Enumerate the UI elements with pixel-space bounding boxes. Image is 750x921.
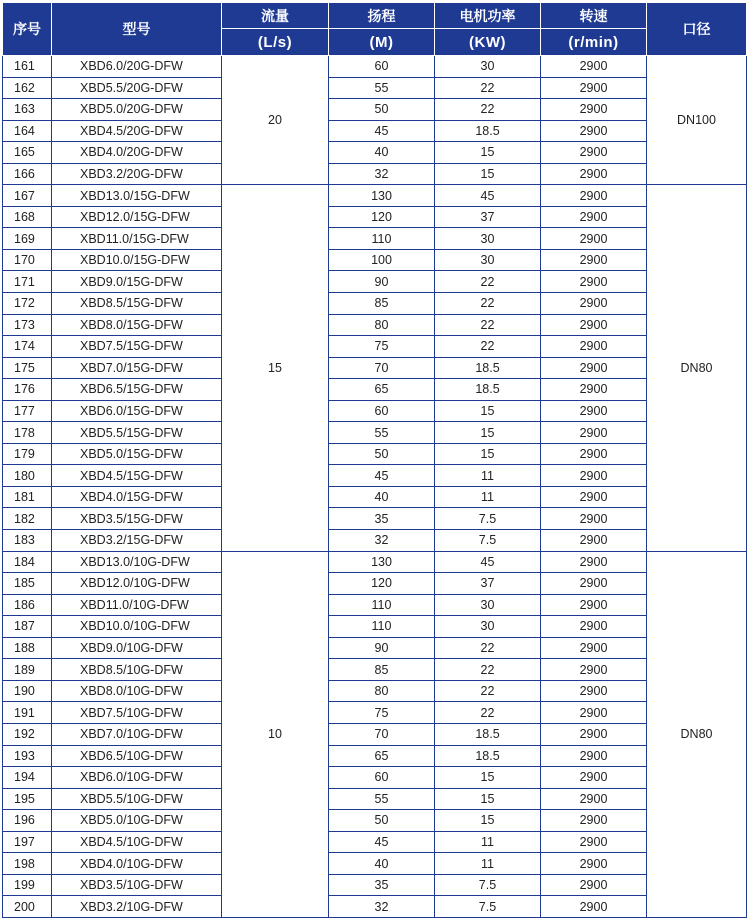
cell-seq: 180 bbox=[3, 465, 52, 487]
cell-speed: 2900 bbox=[541, 573, 647, 595]
cell-seq: 175 bbox=[3, 357, 52, 379]
table-row bbox=[3, 702, 747, 724]
table-row bbox=[3, 896, 747, 918]
cell-flow: 20 bbox=[222, 56, 329, 185]
cell-speed: 2900 bbox=[541, 206, 647, 228]
header-speed-unit: (r/min) bbox=[541, 29, 647, 56]
cell-seq: 181 bbox=[3, 486, 52, 508]
cell-speed: 2900 bbox=[541, 271, 647, 293]
cell-head: 60 bbox=[329, 767, 435, 789]
table-row bbox=[3, 508, 747, 530]
table-row bbox=[3, 680, 747, 702]
cell-model: XBD4.0/15G-DFW bbox=[52, 486, 222, 508]
cell-seq: 171 bbox=[3, 271, 52, 293]
table-row bbox=[3, 810, 747, 832]
cell-power: 22 bbox=[435, 637, 541, 659]
cell-power: 15 bbox=[435, 810, 541, 832]
cell-seq: 179 bbox=[3, 443, 52, 465]
cell-model: XBD8.0/15G-DFW bbox=[52, 314, 222, 336]
cell-head: 32 bbox=[329, 896, 435, 918]
cell-head: 40 bbox=[329, 142, 435, 164]
cell-seq: 168 bbox=[3, 206, 52, 228]
cell-head: 75 bbox=[329, 702, 435, 724]
table-row bbox=[3, 99, 747, 121]
cell-seq: 186 bbox=[3, 594, 52, 616]
cell-seq: 174 bbox=[3, 336, 52, 358]
cell-head: 120 bbox=[329, 573, 435, 595]
cell-seq: 190 bbox=[3, 680, 52, 702]
cell-model: XBD4.5/10G-DFW bbox=[52, 831, 222, 853]
cell-speed: 2900 bbox=[541, 896, 647, 918]
cell-model: XBD7.0/10G-DFW bbox=[52, 723, 222, 745]
cell-seq: 162 bbox=[3, 77, 52, 99]
cell-head: 130 bbox=[329, 551, 435, 573]
cell-speed: 2900 bbox=[541, 422, 647, 444]
cell-model: XBD8.0/10G-DFW bbox=[52, 680, 222, 702]
cell-power: 45 bbox=[435, 551, 541, 573]
cell-speed: 2900 bbox=[541, 99, 647, 121]
cell-model: XBD5.5/15G-DFW bbox=[52, 422, 222, 444]
cell-head: 35 bbox=[329, 874, 435, 896]
cell-model: XBD10.0/10G-DFW bbox=[52, 616, 222, 638]
cell-head: 50 bbox=[329, 99, 435, 121]
cell-speed: 2900 bbox=[541, 810, 647, 832]
cell-model: XBD9.0/10G-DFW bbox=[52, 637, 222, 659]
cell-seq: 183 bbox=[3, 530, 52, 552]
cell-power: 30 bbox=[435, 594, 541, 616]
cell-head: 130 bbox=[329, 185, 435, 207]
cell-model: XBD3.2/10G-DFW bbox=[52, 896, 222, 918]
cell-head: 50 bbox=[329, 810, 435, 832]
cell-head: 32 bbox=[329, 530, 435, 552]
cell-power: 7.5 bbox=[435, 508, 541, 530]
cell-head: 45 bbox=[329, 831, 435, 853]
header-flow-unit: (L/s) bbox=[222, 29, 329, 56]
header-head: 扬程 bbox=[329, 3, 435, 29]
cell-model: XBD8.5/10G-DFW bbox=[52, 659, 222, 681]
cell-head: 85 bbox=[329, 293, 435, 315]
cell-seq: 191 bbox=[3, 702, 52, 724]
cell-seq: 194 bbox=[3, 767, 52, 789]
cell-speed: 2900 bbox=[541, 379, 647, 401]
cell-model: XBD7.5/15G-DFW bbox=[52, 336, 222, 358]
table-row bbox=[3, 465, 747, 487]
cell-head: 32 bbox=[329, 163, 435, 185]
cell-power: 15 bbox=[435, 422, 541, 444]
table-header bbox=[3, 3, 747, 56]
cell-speed: 2900 bbox=[541, 486, 647, 508]
cell-power: 7.5 bbox=[435, 874, 541, 896]
cell-speed: 2900 bbox=[541, 142, 647, 164]
cell-model: XBD11.0/15G-DFW bbox=[52, 228, 222, 250]
cell-seq: 189 bbox=[3, 659, 52, 681]
cell-power: 22 bbox=[435, 702, 541, 724]
cell-head: 70 bbox=[329, 723, 435, 745]
header-diameter: 口径 bbox=[647, 3, 747, 56]
cell-head: 40 bbox=[329, 486, 435, 508]
cell-seq: 166 bbox=[3, 163, 52, 185]
cell-model: XBD6.0/15G-DFW bbox=[52, 400, 222, 422]
cell-power: 22 bbox=[435, 271, 541, 293]
cell-power: 18.5 bbox=[435, 379, 541, 401]
cell-head: 110 bbox=[329, 594, 435, 616]
cell-head: 45 bbox=[329, 120, 435, 142]
cell-seq: 197 bbox=[3, 831, 52, 853]
cell-power: 37 bbox=[435, 206, 541, 228]
cell-model: XBD5.0/10G-DFW bbox=[52, 810, 222, 832]
table-row bbox=[3, 637, 747, 659]
cell-head: 90 bbox=[329, 637, 435, 659]
cell-speed: 2900 bbox=[541, 767, 647, 789]
table-row bbox=[3, 745, 747, 767]
cell-model: XBD6.5/10G-DFW bbox=[52, 745, 222, 767]
cell-model: XBD12.0/15G-DFW bbox=[52, 206, 222, 228]
cell-power: 11 bbox=[435, 831, 541, 853]
cell-model: XBD9.0/15G-DFW bbox=[52, 271, 222, 293]
header-power: 电机功率 bbox=[435, 3, 541, 29]
cell-power: 15 bbox=[435, 767, 541, 789]
cell-head: 40 bbox=[329, 853, 435, 875]
cell-speed: 2900 bbox=[541, 163, 647, 185]
header-speed: 转速 bbox=[541, 3, 647, 29]
cell-power: 22 bbox=[435, 336, 541, 358]
table-row bbox=[3, 77, 747, 99]
cell-speed: 2900 bbox=[541, 853, 647, 875]
cell-power: 7.5 bbox=[435, 530, 541, 552]
cell-speed: 2900 bbox=[541, 680, 647, 702]
cell-model: XBD3.2/15G-DFW bbox=[52, 530, 222, 552]
cell-seq: 187 bbox=[3, 616, 52, 638]
cell-power: 22 bbox=[435, 77, 541, 99]
table-row bbox=[3, 120, 747, 142]
table-row bbox=[3, 293, 747, 315]
cell-model: XBD13.0/10G-DFW bbox=[52, 551, 222, 573]
cell-power: 11 bbox=[435, 853, 541, 875]
cell-head: 50 bbox=[329, 443, 435, 465]
cell-speed: 2900 bbox=[541, 745, 647, 767]
table-row bbox=[3, 163, 747, 185]
cell-model: XBD5.5/10G-DFW bbox=[52, 788, 222, 810]
cell-model: XBD3.5/15G-DFW bbox=[52, 508, 222, 530]
table-row bbox=[3, 249, 747, 271]
cell-seq: 173 bbox=[3, 314, 52, 336]
cell-speed: 2900 bbox=[541, 508, 647, 530]
table-row bbox=[3, 336, 747, 358]
cell-flow: 15 bbox=[222, 185, 329, 551]
cell-seq: 188 bbox=[3, 637, 52, 659]
table-row bbox=[3, 659, 747, 681]
cell-model: XBD8.5/15G-DFW bbox=[52, 293, 222, 315]
table-row bbox=[3, 185, 747, 207]
cell-speed: 2900 bbox=[541, 465, 647, 487]
cell-head: 45 bbox=[329, 465, 435, 487]
cell-seq: 170 bbox=[3, 249, 52, 271]
cell-power: 22 bbox=[435, 680, 541, 702]
cell-head: 65 bbox=[329, 745, 435, 767]
cell-model: XBD11.0/10G-DFW bbox=[52, 594, 222, 616]
cell-power: 30 bbox=[435, 616, 541, 638]
cell-head: 60 bbox=[329, 56, 435, 78]
cell-speed: 2900 bbox=[541, 723, 647, 745]
cell-speed: 2900 bbox=[541, 120, 647, 142]
cell-seq: 161 bbox=[3, 56, 52, 78]
cell-speed: 2900 bbox=[541, 831, 647, 853]
cell-diameter: DN100 bbox=[647, 56, 747, 185]
cell-head: 90 bbox=[329, 271, 435, 293]
cell-seq: 176 bbox=[3, 379, 52, 401]
cell-model: XBD3.2/20G-DFW bbox=[52, 163, 222, 185]
cell-speed: 2900 bbox=[541, 616, 647, 638]
cell-power: 45 bbox=[435, 185, 541, 207]
cell-model: XBD5.0/15G-DFW bbox=[52, 443, 222, 465]
cell-seq: 163 bbox=[3, 99, 52, 121]
cell-power: 7.5 bbox=[435, 896, 541, 918]
cell-power: 37 bbox=[435, 573, 541, 595]
cell-speed: 2900 bbox=[541, 702, 647, 724]
cell-seq: 199 bbox=[3, 874, 52, 896]
cell-seq: 178 bbox=[3, 422, 52, 444]
cell-speed: 2900 bbox=[541, 530, 647, 552]
table-row bbox=[3, 831, 747, 853]
cell-model: XBD6.0/10G-DFW bbox=[52, 767, 222, 789]
cell-speed: 2900 bbox=[541, 336, 647, 358]
header-head-unit: (M) bbox=[329, 29, 435, 56]
cell-seq: 198 bbox=[3, 853, 52, 875]
cell-seq: 196 bbox=[3, 810, 52, 832]
cell-speed: 2900 bbox=[541, 400, 647, 422]
cell-diameter: DN80 bbox=[647, 551, 747, 917]
cell-model: XBD4.5/20G-DFW bbox=[52, 120, 222, 142]
cell-speed: 2900 bbox=[541, 443, 647, 465]
table-row bbox=[3, 874, 747, 896]
cell-head: 120 bbox=[329, 206, 435, 228]
cell-model: XBD4.0/20G-DFW bbox=[52, 142, 222, 164]
cell-head: 85 bbox=[329, 659, 435, 681]
cell-model: XBD4.5/15G-DFW bbox=[52, 465, 222, 487]
cell-power: 15 bbox=[435, 443, 541, 465]
cell-model: XBD12.0/10G-DFW bbox=[52, 573, 222, 595]
cell-power: 15 bbox=[435, 788, 541, 810]
cell-speed: 2900 bbox=[541, 77, 647, 99]
table-row bbox=[3, 594, 747, 616]
cell-power: 15 bbox=[435, 142, 541, 164]
cell-seq: 167 bbox=[3, 185, 52, 207]
cell-seq: 185 bbox=[3, 573, 52, 595]
cell-power: 22 bbox=[435, 314, 541, 336]
cell-head: 55 bbox=[329, 77, 435, 99]
table-row bbox=[3, 379, 747, 401]
cell-speed: 2900 bbox=[541, 56, 647, 78]
cell-flow: 10 bbox=[222, 551, 329, 917]
cell-power: 22 bbox=[435, 99, 541, 121]
cell-seq: 182 bbox=[3, 508, 52, 530]
cell-seq: 177 bbox=[3, 400, 52, 422]
cell-head: 110 bbox=[329, 616, 435, 638]
table-row bbox=[3, 530, 747, 552]
table-row bbox=[3, 723, 747, 745]
cell-speed: 2900 bbox=[541, 637, 647, 659]
cell-seq: 165 bbox=[3, 142, 52, 164]
header-flow: 流量 bbox=[222, 3, 329, 29]
cell-power: 30 bbox=[435, 228, 541, 250]
table-row bbox=[3, 228, 747, 250]
table-row bbox=[3, 357, 747, 379]
table-row bbox=[3, 422, 747, 444]
cell-head: 80 bbox=[329, 314, 435, 336]
cell-speed: 2900 bbox=[541, 594, 647, 616]
cell-seq: 184 bbox=[3, 551, 52, 573]
cell-seq: 200 bbox=[3, 896, 52, 918]
cell-model: XBD7.5/10G-DFW bbox=[52, 702, 222, 724]
table-row bbox=[3, 206, 747, 228]
cell-power: 15 bbox=[435, 400, 541, 422]
cell-model: XBD6.0/20G-DFW bbox=[52, 56, 222, 78]
cell-model: XBD5.0/20G-DFW bbox=[52, 99, 222, 121]
cell-power: 22 bbox=[435, 659, 541, 681]
cell-power: 18.5 bbox=[435, 723, 541, 745]
cell-power: 22 bbox=[435, 293, 541, 315]
cell-power: 11 bbox=[435, 486, 541, 508]
cell-speed: 2900 bbox=[541, 874, 647, 896]
cell-model: XBD13.0/15G-DFW bbox=[52, 185, 222, 207]
header-power-unit: (KW) bbox=[435, 29, 541, 56]
cell-power: 30 bbox=[435, 249, 541, 271]
cell-seq: 195 bbox=[3, 788, 52, 810]
cell-head: 65 bbox=[329, 379, 435, 401]
table-row bbox=[3, 400, 747, 422]
cell-speed: 2900 bbox=[541, 551, 647, 573]
cell-power: 18.5 bbox=[435, 357, 541, 379]
table-body bbox=[3, 56, 747, 918]
cell-head: 55 bbox=[329, 788, 435, 810]
cell-speed: 2900 bbox=[541, 788, 647, 810]
header-model: 型号 bbox=[52, 3, 222, 56]
table-row bbox=[3, 443, 747, 465]
table-row bbox=[3, 314, 747, 336]
cell-speed: 2900 bbox=[541, 314, 647, 336]
cell-model: XBD3.5/10G-DFW bbox=[52, 874, 222, 896]
table-row bbox=[3, 616, 747, 638]
table-row bbox=[3, 551, 747, 573]
cell-seq: 172 bbox=[3, 293, 52, 315]
cell-model: XBD4.0/10G-DFW bbox=[52, 853, 222, 875]
cell-head: 110 bbox=[329, 228, 435, 250]
cell-head: 75 bbox=[329, 336, 435, 358]
cell-seq: 164 bbox=[3, 120, 52, 142]
table-row bbox=[3, 271, 747, 293]
pump-spec-table bbox=[2, 2, 747, 918]
cell-head: 60 bbox=[329, 400, 435, 422]
cell-head: 100 bbox=[329, 249, 435, 271]
table-row bbox=[3, 788, 747, 810]
cell-seq: 193 bbox=[3, 745, 52, 767]
cell-power: 18.5 bbox=[435, 120, 541, 142]
cell-speed: 2900 bbox=[541, 293, 647, 315]
cell-speed: 2900 bbox=[541, 228, 647, 250]
cell-head: 70 bbox=[329, 357, 435, 379]
table-row bbox=[3, 573, 747, 595]
table-row bbox=[3, 767, 747, 789]
cell-speed: 2900 bbox=[541, 185, 647, 207]
cell-head: 55 bbox=[329, 422, 435, 444]
table-row bbox=[3, 56, 747, 78]
cell-speed: 2900 bbox=[541, 357, 647, 379]
header-seq: 序号 bbox=[3, 3, 52, 56]
cell-diameter: DN80 bbox=[647, 185, 747, 551]
cell-head: 35 bbox=[329, 508, 435, 530]
table-row bbox=[3, 142, 747, 164]
cell-speed: 2900 bbox=[541, 659, 647, 681]
cell-power: 30 bbox=[435, 56, 541, 78]
cell-head: 80 bbox=[329, 680, 435, 702]
cell-model: XBD7.0/15G-DFW bbox=[52, 357, 222, 379]
table-row bbox=[3, 853, 747, 875]
cell-seq: 169 bbox=[3, 228, 52, 250]
cell-seq: 192 bbox=[3, 723, 52, 745]
cell-speed: 2900 bbox=[541, 249, 647, 271]
cell-model: XBD5.5/20G-DFW bbox=[52, 77, 222, 99]
cell-power: 18.5 bbox=[435, 745, 541, 767]
cell-model: XBD10.0/15G-DFW bbox=[52, 249, 222, 271]
table-row bbox=[3, 486, 747, 508]
cell-power: 15 bbox=[435, 163, 541, 185]
cell-model: XBD6.5/15G-DFW bbox=[52, 379, 222, 401]
cell-power: 11 bbox=[435, 465, 541, 487]
